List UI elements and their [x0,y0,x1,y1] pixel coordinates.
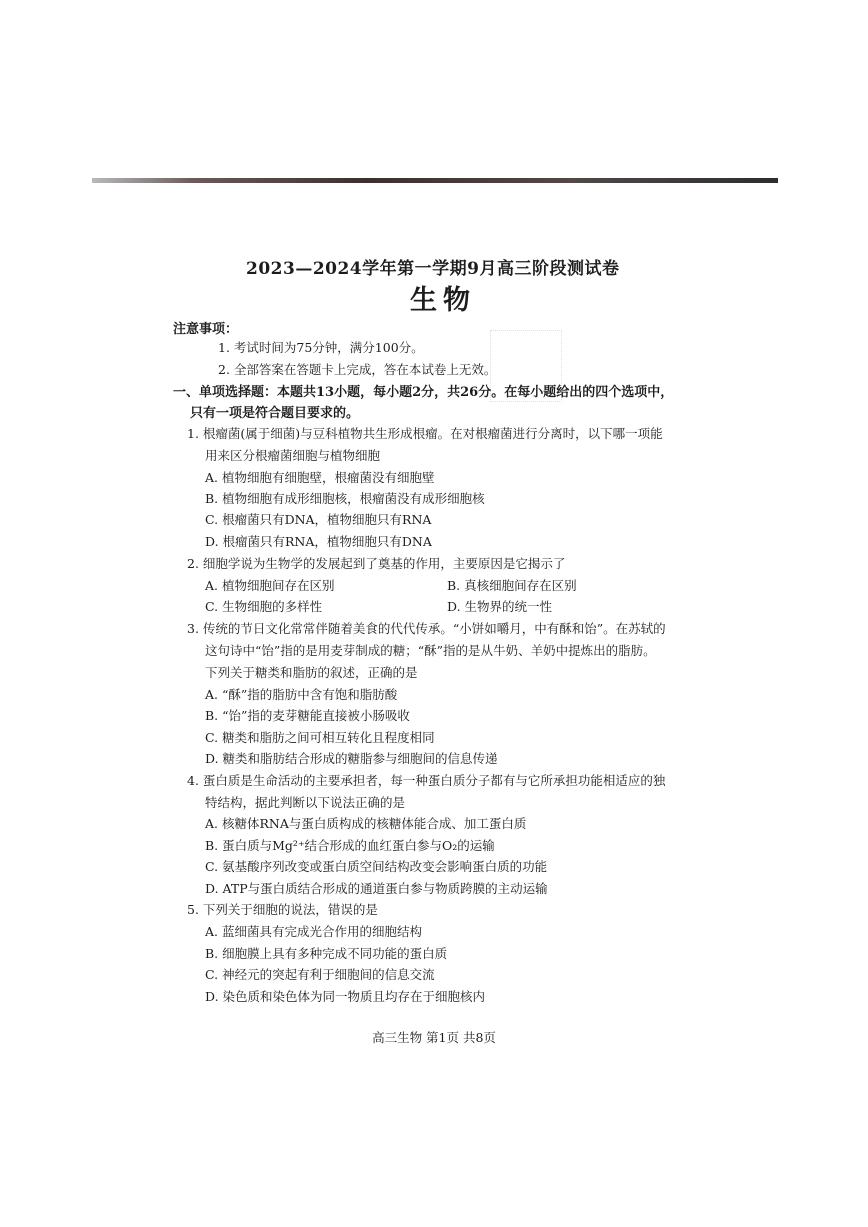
question-5-option-d: D. 染色质和染色体为同一物质且均存在于细胞核内 [205,989,486,1004]
question-3-stem: 3. 传统的节日文化常常伴随着美食的代代传承。“小饼如嚼月，中有酥和饴”。在苏轼的 [187,621,666,636]
question-1-option-d: D. 根瘤菌只有RNA，植物细胞只有DNA [205,534,432,549]
question-1-option-b: B. 植物细胞有成形细胞核，根瘤菌没有成形细胞核 [205,491,485,506]
question-4-stem: 4. 蛋白质是生命活动的主要承担者，每一种蛋白质分子都有与它所承担功能相适应的独 [187,773,666,788]
question-5-stem: 5. 下列关于细胞的说法，错误的是 [187,902,378,917]
note-item: 2. 全部答案在答题卡上完成，答在本试卷上无效。 [218,362,497,377]
page-footer: 高三生物 第1页 共8页 [372,1030,496,1045]
question-2-option-d: D. 生物界的统一性 [447,599,553,614]
question-2-option-b: B. 真核细胞间存在区别 [447,578,577,593]
question-2-option-c: C. 生物细胞的多样性 [205,599,323,614]
question-3-stem-cont: 下列关于糖类和脂肪的叙述，正确的是 [205,665,418,680]
question-4-option-c: C. 氨基酸序列改变或蛋白质空间结构改变会影响蛋白质的功能 [205,859,548,874]
notes-heading: 注意事项： [173,322,239,337]
subject-title: 生物 [410,285,476,316]
question-3-stem-cont: 这句诗中“饴”指的是用麦芽制成的糖；“酥”指的是从牛奶、羊奶中提炼出的脂肪。 [205,643,656,658]
question-3-option-c: C. 糖类和脂肪之间可相互转化且程度相同 [205,730,435,745]
question-4-stem-cont: 特结构，据此判断以下说法正确的是 [205,795,406,810]
question-1-option-c: C. 根瘤菌只有DNA，植物细胞只有RNA [205,512,432,527]
question-4-option-a: A. 核糖体RNA与蛋白质构成的核糖体能合成、加工蛋白质 [205,816,527,831]
question-3-option-b: B. “饴”指的麦芽糖能直接被小肠吸收 [205,708,410,723]
question-1-option-a: A. 植物细胞有细胞壁，根瘤菌没有细胞壁 [205,470,435,485]
section-heading: 一、单项选择题：本题共13小题，每小题2分，共26分。在每小题给出的四个选项中， [173,385,674,400]
scan-edge-bar [92,178,778,183]
exam-title: 2023—2024学年第一学期9月高三阶段测试卷 [246,259,620,279]
question-4-option-d: D. ATP与蛋白质结合形成的通道蛋白参与物质跨膜的主动运输 [205,881,548,896]
question-5-option-b: B. 细胞膜上具有多种完成不同功能的蛋白质 [205,946,448,961]
note-item: 1. 考试时间为75分钟，满分100分。 [218,340,424,355]
question-1-stem: 1. 根瘤菌(属于细菌)与豆科植物共生形成根瘤。在对根瘤菌进行分离时，以下哪一项能 [187,426,663,441]
question-5-option-c: C. 神经元的突起有利于细胞间的信息交流 [205,967,435,982]
question-2-option-a: A. 植物细胞间存在区别 [205,578,335,593]
question-1-stem-cont: 用来区分根瘤菌细胞与植物细胞 [205,448,381,463]
question-4-option-b: B. 蛋白质与Mg²⁺结合形成的血红蛋白参与O₂的运输 [205,838,495,853]
question-3-option-d: D. 糖类和脂肪结合形成的糖脂参与细胞间的信息传递 [205,751,498,766]
section-heading-cont: 只有一项是符合题目要求的。 [190,406,360,421]
question-5-option-a: A. 蓝细菌具有完成光合作用的细胞结构 [205,924,422,939]
question-3-option-a: A. “酥”指的脂肪中含有饱和脂肪酸 [205,687,398,702]
question-2-stem: 2. 细胞学说为生物学的发展起到了奠基的作用，主要原因是它揭示了 [187,556,566,571]
